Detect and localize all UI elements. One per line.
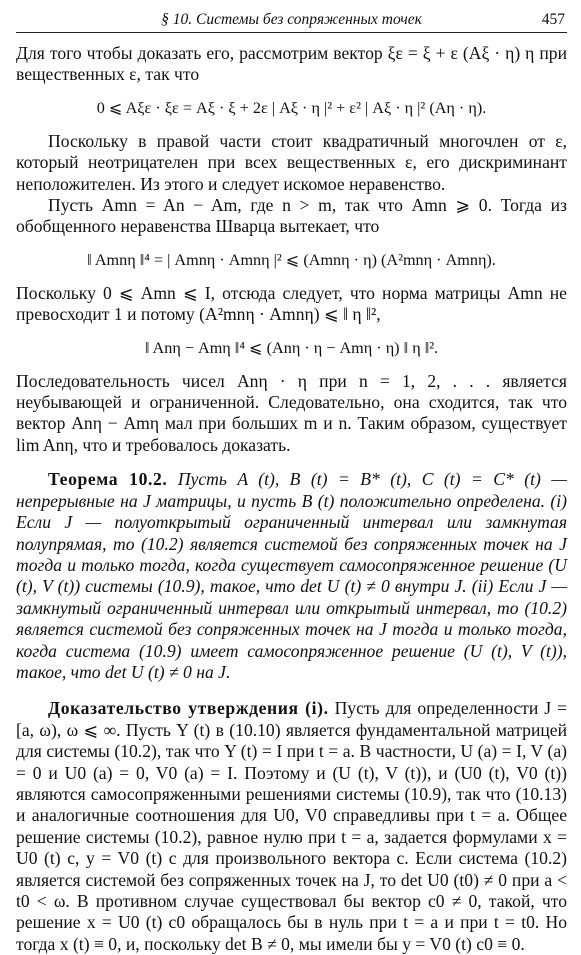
paragraph-schwarz: Пусть Amn = An − Am, где n > m, так что Amn ⩾ 0. Тогда из обобщенного неравенства Шварца вытекает, что xyxy=(16,195,567,237)
paragraph-norm-bound: Поскольку 0 ⩽ Amn ⩽ I, отсюда следует, что норма матрицы Amn не превосходит 1 и потому (A²mnη · Amnη) ⩽ ‖ η ‖², xyxy=(16,282,567,325)
theorem-10-2 xyxy=(16,469,567,683)
theorem-label: Теорема 10.2. xyxy=(48,469,168,490)
spacer xyxy=(16,456,567,469)
formula-schwarz: ‖ Amnη ‖⁴ = | Amnη · Amnη |² ⩽ (Amnη · η) (A²mnη · Amnη). xyxy=(87,250,496,269)
paragraph-conclusion: Последовательность чисел Anη · η при n = 1, 2, . . . является неубывающей и ограниченной. Следовательно, она сходится, так что вектор Anη − Amη мал при больших m и n. Таким образом, существует lim Anη, что и требовалось доказать. xyxy=(16,370,567,455)
theorem-text: Пусть A (t), B (t) = B* (t), C (t) = C* (t) — непрерывные на J матрицы, и пусть B (t) положительно определена. (i) Если J — полуоткрытый ограниченный интервал или замкнутая полупрямая, то (10.2) является системой без сопряженных точек на J тогда и только тогда, когда существует самосопряженное решение (U (t), V (t)) системы (10.9), такое, что det U (t) ≠ 0 внутри J. (ii) Если J — замкнутый ограниченный интервал или открытый интервал, то (10.2) является системой без сопряженных точек на J тогда и только тогда, когда система (10.9) имеет самосопряженное решение (U (t), V (t)), такое, что det U (t) ≠ 0 на J. xyxy=(16,469,568,682)
proof-text: Пусть для определенности J = [a, ω), ω ⩽ ∞. Пусть Y (t) в (10.10) является фундаментальной матрицей для системы (10.2), так что Y (t) = I при t = a. В частности, U (a) = I, V (a) = 0 и U0 (a) = 0, V0 (a) = I. Поэтому и (U (t), V (t)), и (U0 (t), V0 (t)) являются самосопряженными решениями системы (10.9), так что (10.13) и аналогичные соотношения для U0, V0 справедливы при t = a. Общее решение системы (10.2), равное нулю при t = a, задается формулами x = U0 (t) c, y = V0 (t) c для произвольного вектора c. Если система (10.2) является системой без сопряженных точек на J, то det U0 (t0) ≠ 0 при a < t0 < ω. В противном случае существовал бы вектор c0 ≠ 0, такой, что решение x = U0 (t) c0 обращалось бы в нуль при t = a и при t = t0. Но тогда x (t) ≡ 0, и, поскольку det B ≠ 0, мы имели бы y = V0 (t) c0 ≡ 0. xyxy=(16,698,568,954)
section-title: § 10. Системы без сопряженных точек xyxy=(161,11,422,28)
formula-quadratic: 0 ⩽ Aξε · ξε = Aξ · ξ + 2ε | Aξ · η |² + ε² | Aξ · η |² (Aη · η). xyxy=(96,98,487,117)
paragraph-discriminant: Поскольку в правой части стоит квадратичный многочлен от ε, который неотрицателен при всех вещественных ε, его дискриминант неположителен. Из этого и следует искомое неравенство. xyxy=(16,130,567,194)
spacer xyxy=(16,683,567,698)
proof-part-i xyxy=(16,698,567,955)
page-number: 457 xyxy=(541,11,565,28)
page-body xyxy=(16,43,567,955)
formula-difference: ‖ Anη − Amη ‖⁴ ⩽ (Anη · η − Amη · η) ‖ η ‖². xyxy=(144,338,439,357)
proof-label: Доказательство утверждения (i). xyxy=(48,698,329,719)
running-header xyxy=(16,8,567,33)
paragraph-proof-start: Для того чтобы доказать его, рассмотрим вектор ξε = ξ + ε (Aξ · η) η при вещественных ε, так что xyxy=(16,43,567,85)
